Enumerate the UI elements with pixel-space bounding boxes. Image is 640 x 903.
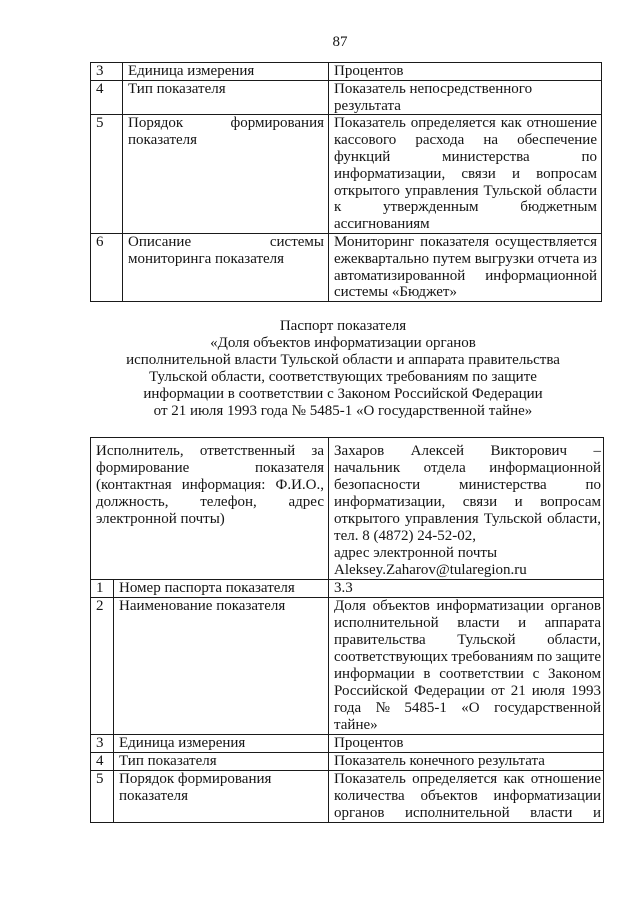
row-label <box>123 63 329 81</box>
word: Законом <box>548 666 601 682</box>
table-row <box>91 771 604 823</box>
value-line <box>334 443 601 460</box>
word: информатизации <box>436 598 544 614</box>
label-line: Тип показателя <box>119 753 217 769</box>
page-number: 87 <box>332 34 348 50</box>
word: кассового <box>334 132 397 149</box>
word: исполнительной <box>334 615 439 631</box>
word: требованиям <box>451 649 534 665</box>
word: и <box>514 494 523 510</box>
word: должность, <box>96 494 169 510</box>
word: государственной <box>494 700 601 716</box>
row-number: 5 <box>91 771 114 823</box>
word: ответственный <box>199 443 296 459</box>
row-number: 4 <box>91 80 123 115</box>
word: вопросам <box>540 494 601 510</box>
value-line <box>334 805 601 822</box>
value-line: Aleksey.Zaharov@tularegion.ru <box>334 562 527 578</box>
word: определяется <box>410 115 496 132</box>
word: к <box>334 199 342 216</box>
word: бюджетным <box>520 199 597 216</box>
value-line <box>334 132 597 149</box>
word: объектов <box>372 598 430 614</box>
word: № <box>375 700 390 716</box>
word: информационной <box>485 267 597 284</box>
word: власти <box>530 805 573 821</box>
word: по <box>585 477 602 493</box>
row-label <box>114 771 329 823</box>
word: информационной <box>489 460 601 476</box>
word: за <box>311 443 324 459</box>
word: соответствии <box>439 666 524 682</box>
word: в <box>423 666 431 682</box>
executor-label <box>91 438 329 580</box>
row-label <box>114 753 329 771</box>
executor-contact <box>329 438 604 580</box>
value-line: тел. 8 (4872) 24-52-02, <box>334 528 476 544</box>
word: Показатель <box>334 115 406 132</box>
label-line: Единица измерения <box>128 63 255 79</box>
word: органов <box>334 805 385 821</box>
value-line <box>334 771 601 788</box>
value-line: Показатель конечного результата <box>334 753 545 769</box>
word: – <box>593 443 602 459</box>
label-line: показателя <box>128 132 198 149</box>
value-line <box>334 511 601 528</box>
row-value <box>329 233 602 301</box>
word: отдела <box>423 460 466 476</box>
word: информатизации, <box>334 494 446 510</box>
row-number: 5 <box>91 115 123 234</box>
word: Доля <box>334 598 366 614</box>
word: определяется <box>412 771 498 787</box>
indicator-name <box>90 335 596 420</box>
word: по <box>536 649 553 665</box>
heading-line: информации в соответствии с Законом Российской Федерации <box>143 386 543 402</box>
row-value <box>329 63 602 81</box>
word: Порядок <box>128 115 184 132</box>
heading-line: от 21 июля 1993 года № 5485-1 «О государственной тайне» <box>153 403 533 419</box>
word: власти <box>457 615 500 631</box>
table-row <box>91 115 602 234</box>
value-line: 3.3 <box>334 580 353 596</box>
word: области, <box>547 632 601 648</box>
word: информатизации <box>493 788 602 804</box>
word: Алексей <box>410 443 465 459</box>
word: ежеквартально <box>334 250 429 267</box>
word: телефон, <box>200 494 257 510</box>
value-line <box>334 251 597 268</box>
label-line: Тип показателя <box>128 80 226 97</box>
word: Федерации <box>413 683 485 699</box>
word: осуществляется <box>495 233 597 250</box>
word: на <box>483 132 499 149</box>
value-line <box>334 683 601 700</box>
value-line <box>334 598 601 615</box>
value-line: результата <box>334 97 401 114</box>
value-line: тайне» <box>334 717 378 733</box>
value-line <box>334 700 601 717</box>
executor-row <box>91 438 604 580</box>
row-number: 2 <box>91 598 114 735</box>
word: как <box>503 771 525 787</box>
row-number: 3 <box>91 63 123 81</box>
word: органов <box>550 598 601 614</box>
value-line <box>334 649 601 666</box>
table-row <box>91 80 602 115</box>
word: связи <box>462 494 498 510</box>
word: расхода <box>415 132 465 149</box>
label-line: Единица измерения <box>119 735 246 751</box>
label-line <box>128 115 324 132</box>
label-line: показателя <box>119 788 189 804</box>
row-label <box>123 115 329 234</box>
word: и <box>518 615 527 631</box>
word: управления <box>404 182 479 199</box>
passport-heading <box>90 318 596 420</box>
word: из <box>583 250 597 267</box>
word: объектов <box>420 788 478 804</box>
word: связи <box>461 165 496 182</box>
word: управления <box>404 511 479 527</box>
value-line <box>334 234 597 251</box>
word: утвержденным <box>383 199 479 216</box>
word: Тульской <box>483 511 542 527</box>
row-value <box>329 580 604 598</box>
word: как <box>500 115 522 132</box>
row-value <box>329 753 604 771</box>
word: открытого <box>334 511 400 527</box>
word: отчета <box>537 250 580 267</box>
word: обеспечение <box>517 132 597 149</box>
word: Описание <box>128 233 192 250</box>
word: открытого <box>334 182 400 199</box>
value-line <box>334 268 597 285</box>
word: информация: <box>181 477 266 493</box>
word: аппарата <box>544 615 602 631</box>
word: выгрузки <box>474 250 535 267</box>
word: министерства <box>458 477 547 493</box>
value-line <box>334 149 597 166</box>
row-value <box>329 598 604 735</box>
word: Тульской <box>457 632 516 648</box>
word: Викторович <box>490 443 568 459</box>
word: исполнительной <box>404 805 510 821</box>
table-row <box>91 735 604 753</box>
table-body <box>91 63 602 302</box>
table-row <box>91 580 604 598</box>
word: от <box>490 683 505 699</box>
value-line <box>334 115 597 132</box>
word: количества <box>334 788 405 804</box>
word: защите <box>555 649 602 665</box>
row-value <box>329 735 604 753</box>
label-line <box>96 494 324 511</box>
word: формирование <box>96 460 190 476</box>
row-number: 4 <box>91 753 114 771</box>
row-label <box>123 233 329 301</box>
label-line <box>96 460 324 477</box>
word: соответствующих <box>334 649 448 665</box>
value-line <box>334 494 601 511</box>
value-line <box>334 477 601 494</box>
word: года <box>334 700 362 716</box>
word: путем <box>432 250 471 267</box>
label-line <box>128 234 324 251</box>
word: системы <box>269 233 324 250</box>
table-row <box>91 63 602 81</box>
value-line <box>334 183 597 200</box>
word: адрес <box>288 494 324 510</box>
row-number: 1 <box>91 580 114 598</box>
word: правительства <box>334 632 426 648</box>
heading-line: Тульской области, соответствующих требованиям по защите <box>149 369 537 385</box>
word: отношение <box>530 771 602 787</box>
table-body <box>91 438 604 823</box>
value-line: адрес электронной почты <box>334 545 498 561</box>
word: автоматизированной <box>334 267 466 284</box>
value-line: Процентов <box>334 735 404 751</box>
table-row <box>91 753 604 771</box>
word: области <box>546 182 597 199</box>
row-value <box>329 80 602 115</box>
row-label <box>123 80 329 115</box>
word: области, <box>547 511 601 527</box>
row-label <box>114 598 329 735</box>
label-line: Наименование показателя <box>119 598 286 614</box>
word: начальник <box>334 460 401 476</box>
word: 5485-1 <box>404 700 447 716</box>
word: Захаров <box>334 443 385 459</box>
table-row <box>91 598 604 735</box>
word: и <box>511 165 520 182</box>
row-value <box>329 115 602 234</box>
word: отношение <box>526 115 597 132</box>
value-line <box>334 199 597 216</box>
indicator-passport-table <box>90 437 604 823</box>
value-line: ассигнованиям <box>334 216 430 233</box>
word: показателя <box>420 233 490 250</box>
word: Российской <box>334 683 408 699</box>
word: 21 <box>510 683 526 699</box>
value-line <box>334 615 601 632</box>
word: информатизации, <box>334 165 446 182</box>
value-line <box>334 666 601 683</box>
label-line: мониторинга показателя <box>128 250 285 267</box>
row-label <box>114 735 329 753</box>
label-line: Номер паспорта показателя <box>119 580 295 596</box>
value-line <box>334 632 601 649</box>
word: Исполнитель, <box>96 443 184 459</box>
word: по <box>581 148 597 165</box>
value-line: системы «Бюджет» <box>334 284 457 301</box>
label-line <box>96 477 324 494</box>
value-line <box>334 460 601 477</box>
label-line <box>96 443 324 460</box>
word: с <box>532 666 540 682</box>
word: Ф.И.О., <box>275 477 325 493</box>
row-number: 3 <box>91 735 114 753</box>
word: июля <box>531 683 565 699</box>
heading-line: исполнительной власти Тульской области и аппарата правительства <box>126 352 560 368</box>
value-line <box>334 788 601 805</box>
label-line: Порядок формирования <box>119 771 272 787</box>
word: функций <box>334 148 391 165</box>
word: и <box>592 805 601 821</box>
row-value <box>329 771 604 823</box>
heading-line: «Доля объектов информатизации органов <box>210 335 476 351</box>
word: информации <box>334 666 415 682</box>
value-line: Процентов <box>334 63 404 79</box>
row-number: 6 <box>91 233 123 301</box>
word: Тульской <box>483 182 542 199</box>
value-line: Показатель непосредственного <box>334 80 533 97</box>
word: вопросам <box>536 165 597 182</box>
table-row <box>91 233 602 301</box>
word: «О <box>461 700 480 716</box>
word: безопасности <box>334 477 421 493</box>
passport-title: Паспорт показателя <box>279 318 407 334</box>
word: министерства <box>442 148 530 165</box>
word: Мониторинг <box>334 233 415 250</box>
word: показателя <box>254 460 325 476</box>
word: (контактная <box>96 477 172 493</box>
value-line <box>334 166 597 183</box>
indicator-passport-table-continued <box>90 62 602 302</box>
word: формирования <box>230 115 324 132</box>
row-label <box>114 580 329 598</box>
word: 1993 <box>570 683 601 699</box>
word: Показатель <box>334 771 406 787</box>
label-line: электронной почты) <box>96 511 225 527</box>
